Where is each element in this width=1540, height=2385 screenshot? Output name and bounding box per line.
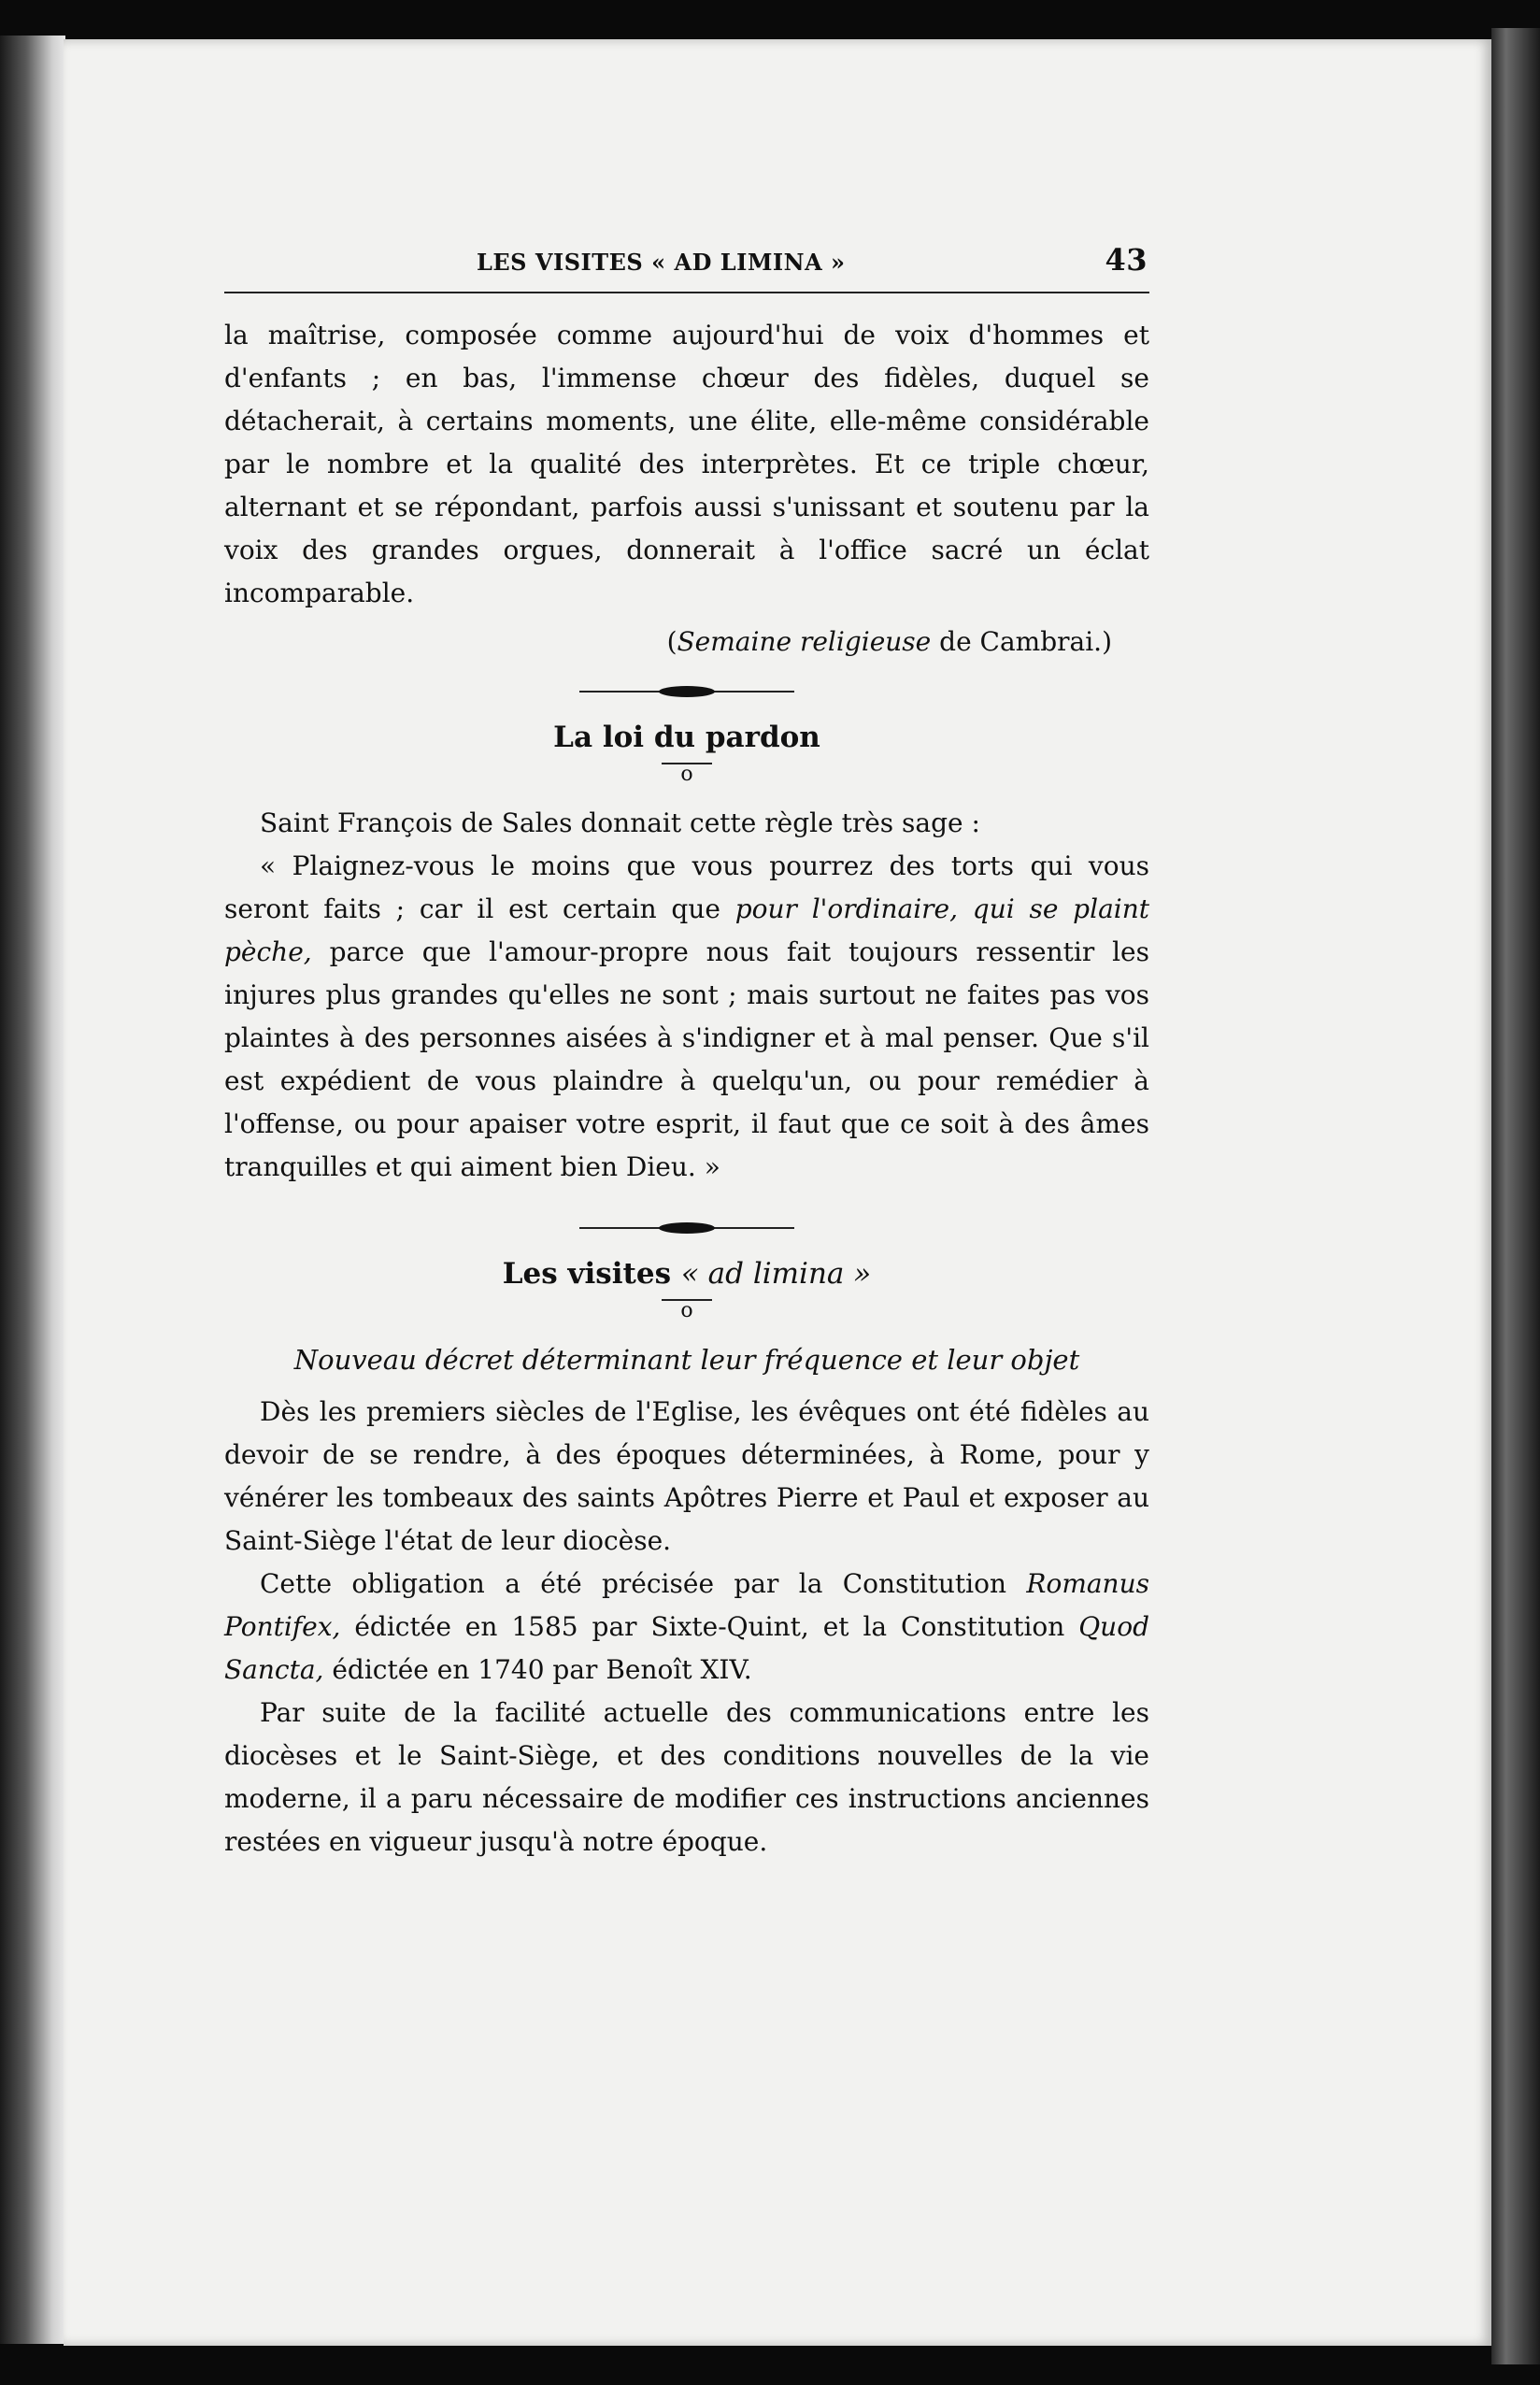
section-marker-text: o	[662, 763, 711, 785]
visites-paragraph-3: Par suite de la facilité actuelle des communications entre les diocèses et le Saint-Siège, et des conditions nouvelles de la vie moderne, il a paru nécessaire de modifier ces instructions anciennes restées en vigueur jusqu'à notre époque.	[224, 1697, 1149, 1857]
p2-a: Cette obligation a été précisée par la Constitution	[260, 1568, 1027, 1599]
p2-c: édictée en 1740 par Benoît XIV.	[323, 1654, 752, 1685]
source-citation	[224, 621, 1149, 664]
section-subtitle: Nouveau décret déterminant leur fréquence et leur objet	[293, 1344, 1080, 1376]
page-number: 43	[1105, 242, 1148, 278]
source-publication: Semaine religieuse	[677, 626, 932, 657]
running-head-title: LES VISITES « AD LIMINA »	[477, 249, 846, 276]
visites-paragraph-1: Dès les premiers siècles de l'Eglise, les évêques ont été fidèles au devoir de se rendre, à des époques déterminées, à Rome, pour y vénérer les tombeaux des saints Apôtres Pierre et Paul et exposer au Saint-Siège l'état de leur diocèse.	[224, 1396, 1149, 1556]
title-italic: « ad limina »	[680, 1257, 872, 1291]
visites-paragraph-2	[224, 1563, 1149, 1692]
pardon-intro: Saint François de Sales donnait cette règle très sage :	[260, 807, 980, 838]
book-spine-edge	[1491, 28, 1540, 2364]
section-marker-text-2: o	[662, 1299, 711, 1321]
ornamental-divider-2	[579, 1221, 794, 1235]
p2-italic-1: Romanus Pontifex,	[224, 1568, 1149, 1642]
quote-italic: pour l'ordinaire, qui se plaint pèche,	[224, 893, 1149, 967]
quote-part2: parce que l'amour-propre nous fait toujours ressentir les injures plus grandes qu'elles ne sont ; mais surtout ne faites pas vos plaintes à des personnes aisées à s'indigner et à mal penser. Que s'il est expédient de vous plaindre à quelqu'un, ou pour remédier à l'offense, ou pour apaiser votre esprit, il faut que ce soit à des âmes tranquilles et qui aiment bien Dieu. »	[224, 936, 1149, 1182]
running-head	[224, 238, 1149, 293]
section-title-pardon: La loi du pardon	[553, 721, 820, 754]
quote-part1: « Plaignez-vous le moins que vous pourrez des torts qui vous seront faits ; car il est certain que	[224, 850, 1149, 924]
title-bold: Les visites	[502, 1257, 681, 1291]
pardon-quote	[224, 845, 1149, 1189]
page-content	[224, 238, 1149, 1864]
section-title-visites	[224, 1252, 1149, 1295]
p2-italic-2: Quod Sancta,	[224, 1611, 1149, 1685]
section-marker	[224, 761, 1149, 789]
source-rest: de Cambrai.)	[931, 626, 1112, 657]
source-open: (	[666, 626, 677, 657]
section-marker-2	[224, 1297, 1149, 1325]
intro-paragraph: la maîtrise, composée comme aujourd'hui de voix d'hommes et d'enfants ; en bas, l'immense chœur des fidèles, duquel se détacherait, à certains moments, une élite, elle-même considérable par le nombre et la qualité des interprètes. Et ce triple chœur, alternant et se répondant, parfois aussi s'unissant et soutenu par la voix des grandes orgues, donnerait à l'office sacré un éclat incomparable.	[224, 320, 1149, 608]
ornamental-divider	[579, 684, 794, 699]
p2-b: édictée en 1585 par Sixte-Quint, et la Constitution	[340, 1611, 1079, 1642]
adjacent-page-edge	[0, 36, 65, 2344]
